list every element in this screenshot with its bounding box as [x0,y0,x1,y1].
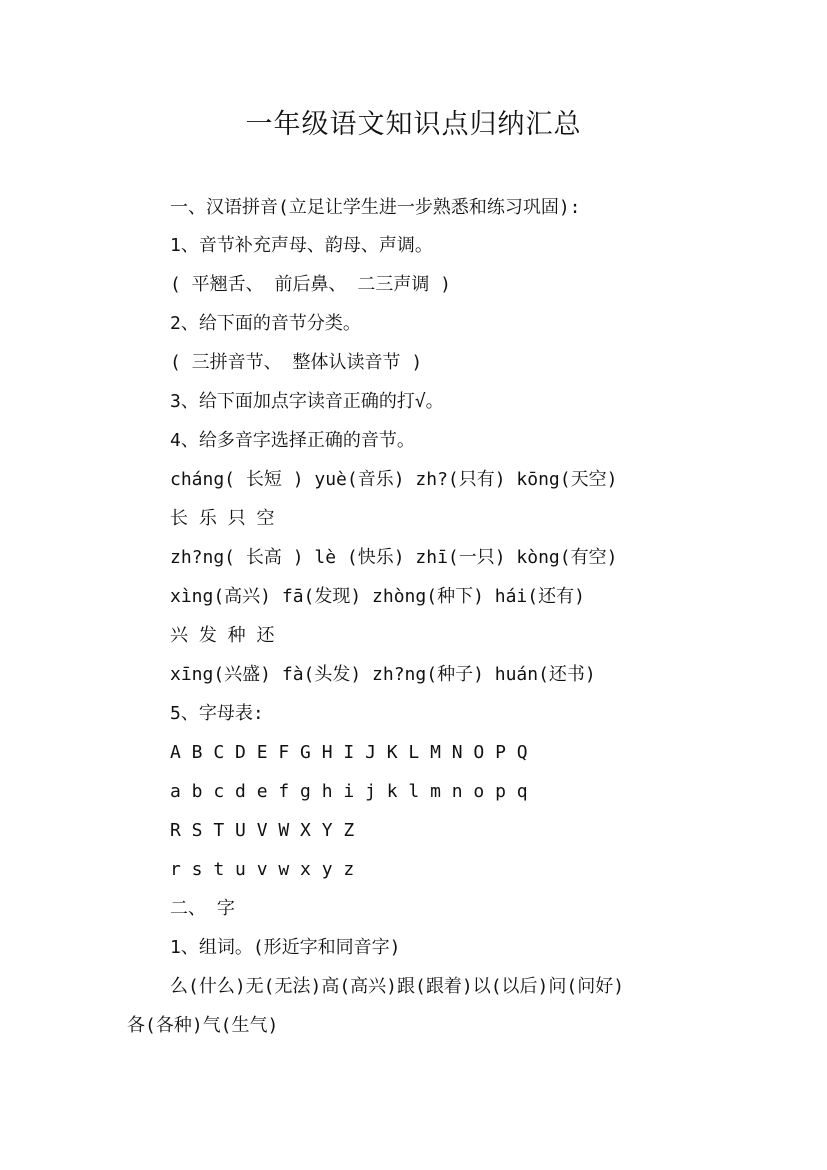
text-line: ( 平翘舌、 前后鼻、 二三声调 ) [170,274,452,295]
text-line: 5、字母表: [170,703,264,724]
text-line: 4、给多音字选择正确的音节。 [170,430,415,451]
text-line: 3、给下面加点字读音正确的打√。 [170,391,444,412]
text-line: A B C D E F G H I J K L M N O P Q [170,742,528,763]
text-line: 二、 字 [170,898,235,919]
text-line: a b c d e f g h i j k l m n o p q [170,781,528,802]
text-line: 么(什么)无(无法)高(高兴)跟(跟着)以(以后)问(问好) [170,976,625,997]
text-line: zh?ng( 长高 ) lè (快乐) zhī(一只) kòng(有空) [170,547,618,568]
text-line: xìng(高兴) fā(发现) zhòng(种下) hái(还有) [170,586,585,607]
text-line: R S T U V W X Y Z [170,820,355,841]
text-line: cháng( 长短 ) yuè(音乐) zh?(只有) kōng(天空) [170,469,618,490]
text-line: r s t u v w x y z [170,859,355,880]
text-line: 各(各种)气(生气) [127,1015,279,1036]
text-line: 1、音节补充声母、韵母、声调。 [170,235,433,256]
page-title: 一年级语文知识点归纳汇总 [245,109,582,140]
text-line: 一、汉语拼音(立足让学生进一步熟悉和练习巩固): [170,197,581,218]
text-line: xīng(兴盛) fà(头发) zh?ng(种子) huán(还书) [170,664,596,685]
text-line: 兴 发 种 还 [170,625,275,646]
text-line: 1、组词。(形近字和同音字) [170,937,401,958]
text-line: 长 乐 只 空 [170,508,275,529]
text-line: ( 三拼音节、 整体认读音节 ) [170,352,423,373]
text-line: 2、给下面的音节分类。 [170,313,361,334]
